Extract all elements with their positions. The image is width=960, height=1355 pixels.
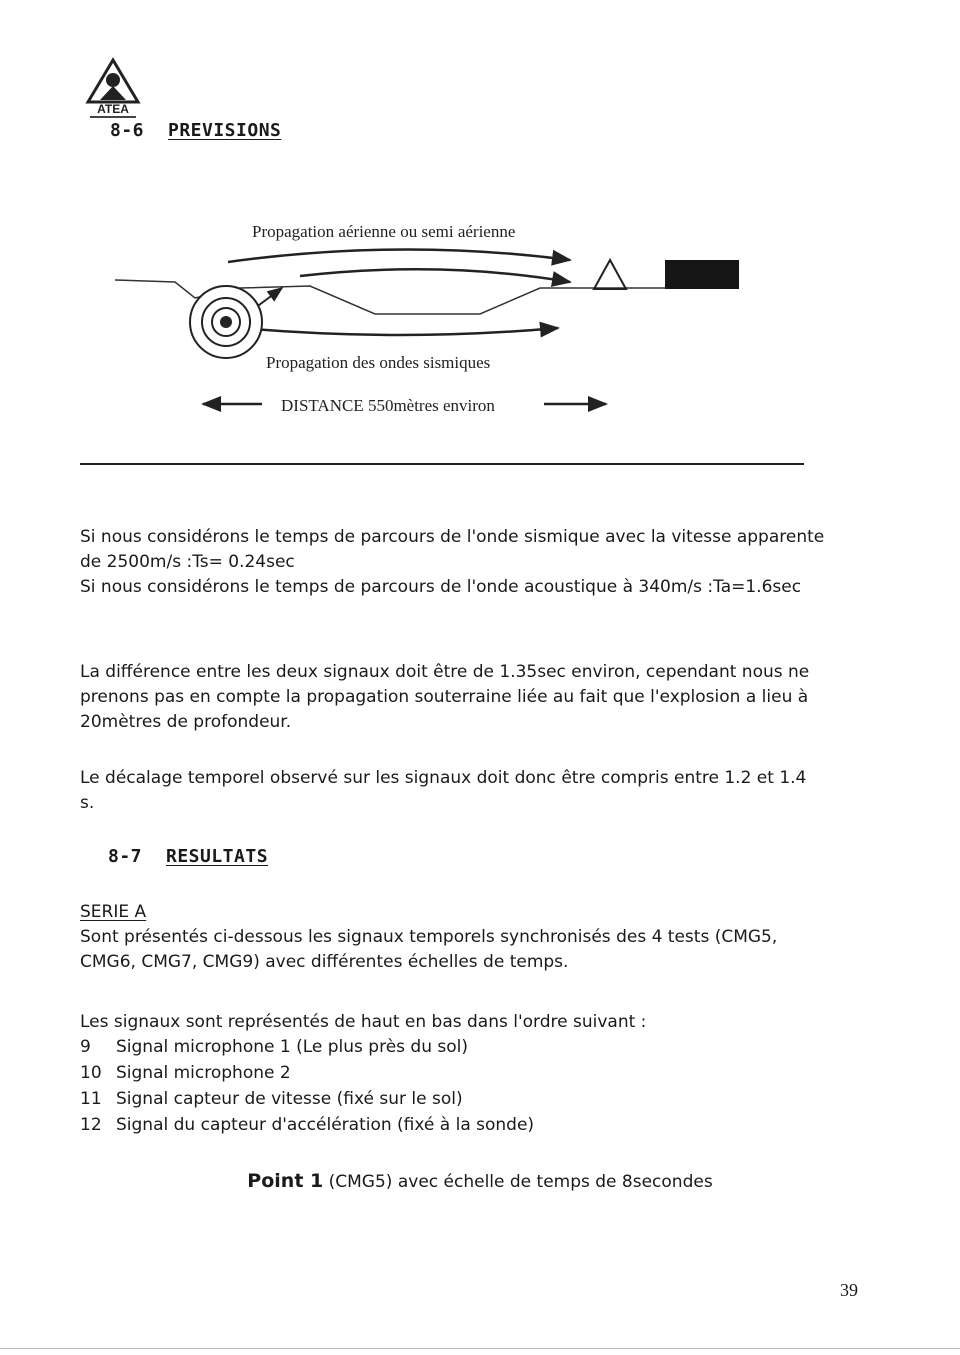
text-line: La différence entre les deux signaux doit être de 1.35sec environ, cependant nous ne [80, 662, 810, 682]
text-line: s. [80, 793, 95, 813]
section-title: PREVISIONS [168, 120, 282, 141]
section-title: RESULTATS [166, 846, 269, 867]
figure-caption [0, 1170, 960, 1192]
svg-text:ATEA: ATEA [97, 102, 129, 116]
list-item [80, 1086, 860, 1112]
section-number: 8-6 [110, 120, 145, 141]
section-number: 8-7 [108, 846, 143, 867]
semi-air-propagation-arrow [300, 269, 570, 282]
serie-a-block [80, 900, 860, 975]
text-line: Si nous considérons le temps de parcours de l'onde acoustique à 340m/s :Ta=1.6sec [80, 577, 802, 597]
seismic-propagation-arrow [240, 328, 558, 335]
text-line: Si nous considérons le temps de parcours de l'onde sismique avec la vitesse apparente [80, 527, 825, 547]
text-line: CMG6, CMG7, CMG9) avec différentes échelles de temps. [80, 952, 569, 972]
list-item [80, 1060, 860, 1086]
text-line: Le décalage temporel observé sur les signaux doit donc être compris entre 1.2 et 1.4 [80, 768, 807, 788]
explosion-source-icon [190, 286, 262, 358]
item-text: Signal capteur de vitesse (fixé sur le sol) [116, 1089, 463, 1109]
section-heading-8-7 [108, 846, 268, 867]
serie-title: SERIE A [80, 902, 147, 922]
paragraph-travel-times [80, 525, 860, 600]
paragraph-offset [80, 766, 860, 816]
building-icon [665, 260, 739, 289]
propagation-diagram [0, 210, 960, 440]
caption-point: Point 1 [247, 1170, 324, 1192]
item-number: 9 [80, 1037, 91, 1057]
horizontal-rule [80, 463, 804, 465]
list-item [80, 1112, 860, 1138]
atea-logo [80, 56, 146, 122]
label-distance: DISTANCE 550mètres environ [281, 396, 495, 415]
text-line: de 2500m/s :Ts= 0.24sec [80, 552, 295, 572]
paragraph-difference [80, 660, 860, 735]
sensor-triangle-icon [594, 260, 626, 289]
item-number: 11 [80, 1089, 102, 1109]
text-line: prenons pas en compte la propagation souterraine liée au fait que l'explosion a lieu à [80, 687, 809, 707]
item-number: 10 [80, 1063, 102, 1083]
page-number: 39 [840, 1280, 858, 1300]
item-text: Signal microphone 1 (Le plus près du sol) [116, 1037, 469, 1057]
label-seismic-propagation: Propagation des ondes sismiques [266, 353, 491, 372]
item-number: 12 [80, 1115, 102, 1135]
text-line: Sont présentés ci-dessous les signaux temporels synchronisés des 4 tests (CMG5, [80, 927, 778, 947]
list-item [80, 1034, 860, 1060]
order-intro: Les signaux sont représentés de haut en bas dans l'ordre suivant : [80, 1012, 647, 1032]
air-propagation-arrow [228, 249, 570, 262]
atea-logo-mark [80, 56, 146, 122]
item-text: Signal du capteur d'accélération (fixé à la sonde) [116, 1115, 535, 1135]
caption-text: (CMG5) avec échelle de temps de 8secondes [328, 1172, 713, 1192]
text-line: 20mètres de profondeur. [80, 712, 292, 732]
section-heading-8-6 [110, 120, 281, 141]
item-text: Signal microphone 2 [116, 1063, 291, 1083]
label-air-propagation: Propagation aérienne ou semi aérienne [252, 222, 516, 241]
signal-list [80, 1034, 860, 1138]
bottom-edge-line [0, 1348, 960, 1349]
